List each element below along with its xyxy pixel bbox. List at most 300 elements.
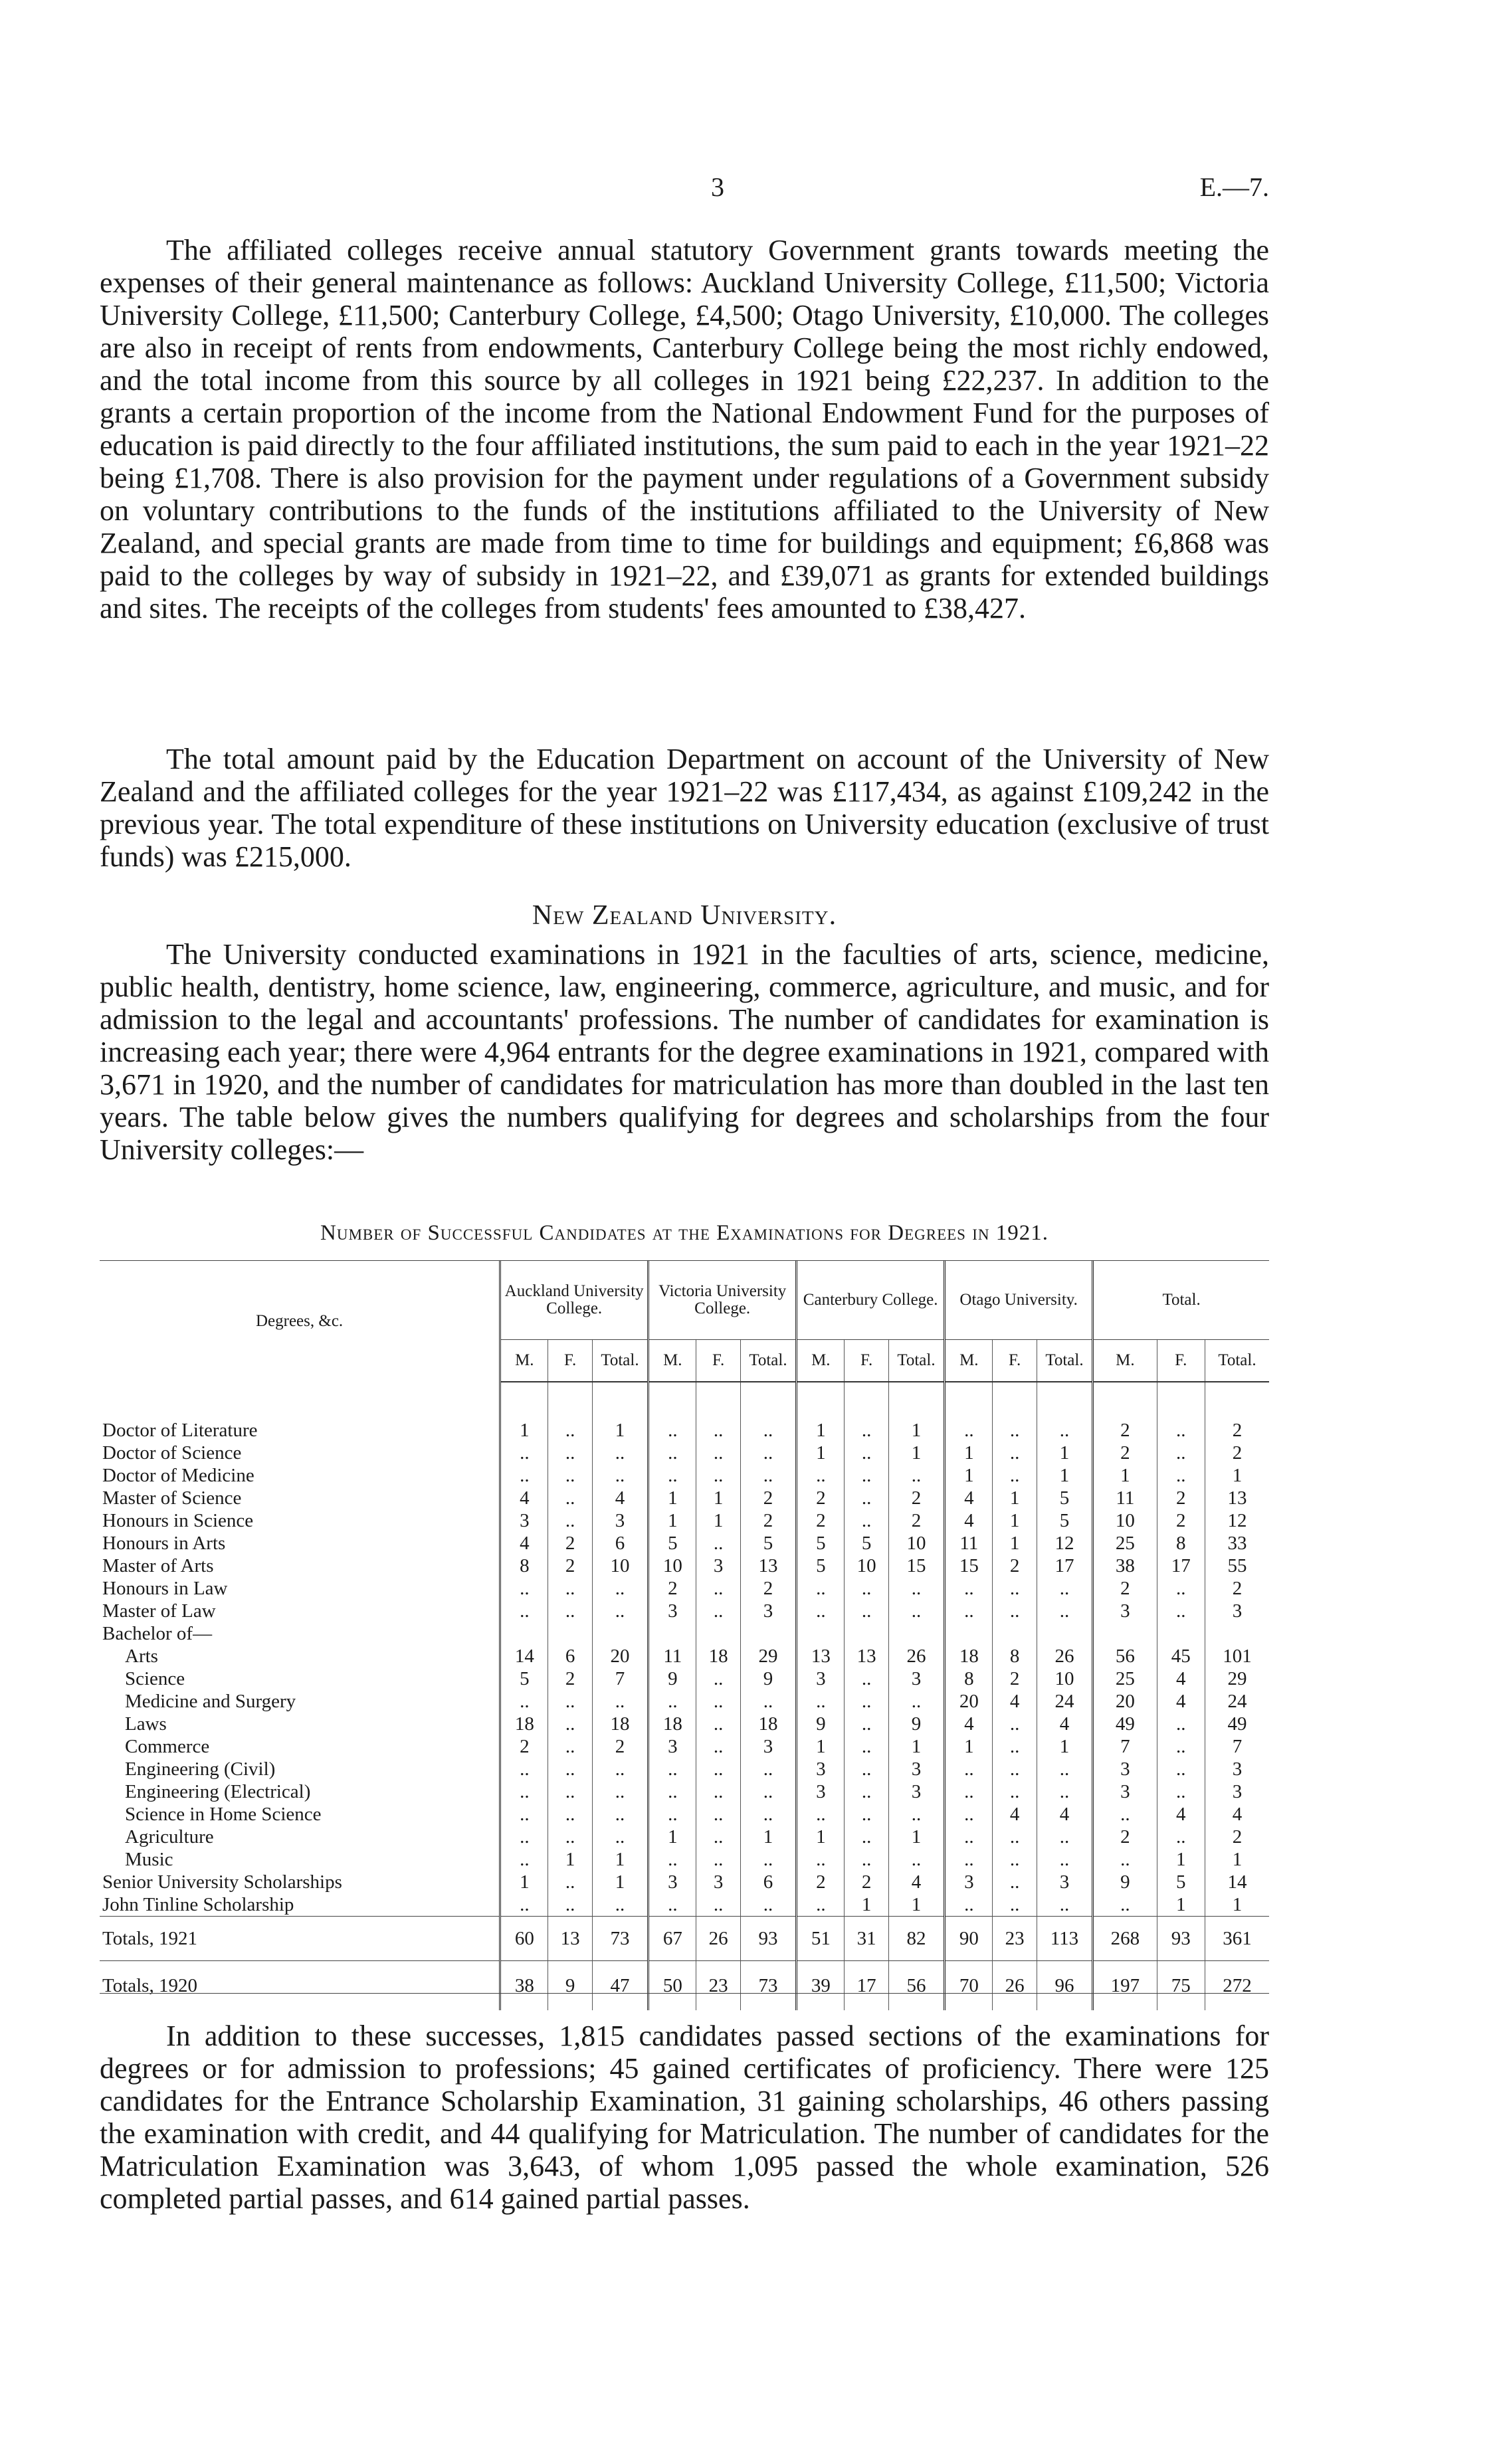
group-header: Canterbury College. bbox=[797, 1261, 945, 1340]
table-cell: 2 bbox=[548, 1532, 592, 1555]
table-cell: .. bbox=[548, 1464, 592, 1487]
paragraph-text: The University conducted examinations in 1921 in the faculties of arts, science, medicine, public health, dentistry, home science, law, engineering, commerce, agriculture, and music, and for admission to the legal and accountants' professions. The number of candidates for examination is increasing each year; there were 4,964 entrants for the degree examinations in 1921, compared with 3,671 in 1920, and the number of candidates for matriculation has more than doubled in the last ten years. The table below gives the numbers qualifying for degrees and scholarships from the four University colleges:— bbox=[100, 938, 1269, 1166]
table-cell: 18 bbox=[740, 1713, 796, 1735]
table-cell: 1 bbox=[1157, 1848, 1205, 1871]
table-cell: 55 bbox=[1205, 1555, 1269, 1577]
table-cell: .. bbox=[696, 1532, 740, 1555]
table-cell: 4 bbox=[945, 1713, 993, 1735]
table-cell: 2 bbox=[888, 1487, 944, 1509]
table-cell: .. bbox=[945, 1780, 993, 1803]
table-cell bbox=[548, 1622, 592, 1645]
paragraph-text: The total amount paid by the Education Department on account of the University of New Zealand and the affiliated colleges for the year 1921–22 was £117,434, as against £109,242 in the previous year. The total expenditure of these institutions on University education (exclusive of trust funds) was £215,000. bbox=[100, 743, 1269, 873]
table-cell: 7 bbox=[1205, 1735, 1269, 1758]
table-cell: .. bbox=[500, 1577, 548, 1600]
table-cell: 272 bbox=[1205, 1961, 1269, 2011]
table-cell: 1 bbox=[592, 1871, 648, 1893]
table-cell: 2 bbox=[797, 1487, 845, 1509]
row-label: Arts bbox=[125, 1646, 158, 1667]
table-cell: .. bbox=[500, 1758, 548, 1780]
table-cell: 1 bbox=[592, 1382, 648, 1442]
table-cell: .. bbox=[548, 1780, 592, 1803]
table-cell: 4 bbox=[1157, 1667, 1205, 1690]
table-cell: 3 bbox=[945, 1871, 993, 1893]
table-cell: .. bbox=[797, 1690, 845, 1713]
table-cell: .. bbox=[993, 1577, 1037, 1600]
table-cell: 5 bbox=[740, 1532, 796, 1555]
table-cell: 7 bbox=[1093, 1735, 1157, 1758]
table-cell: 1 bbox=[1205, 1848, 1269, 1871]
table-cell bbox=[1205, 1622, 1269, 1645]
table-cell: .. bbox=[888, 1690, 944, 1713]
table-cell: 2 bbox=[1157, 1487, 1205, 1509]
table-cell: 4 bbox=[1157, 1803, 1205, 1826]
table-cell: .. bbox=[500, 1803, 548, 1826]
table-cell: .. bbox=[845, 1758, 888, 1780]
table-cell: 26 bbox=[888, 1645, 944, 1667]
table-cell: 20 bbox=[1093, 1690, 1157, 1713]
table-cell: 3 bbox=[1205, 1780, 1269, 1803]
table-cell: 67 bbox=[649, 1917, 696, 1961]
sub-header: M. bbox=[797, 1340, 845, 1382]
table-cell: 23 bbox=[696, 1961, 740, 2011]
sub-header: F. bbox=[1157, 1340, 1205, 1382]
sub-header: F. bbox=[696, 1340, 740, 1382]
table-cell: 2 bbox=[797, 1871, 845, 1893]
table-cell: 1 bbox=[1037, 1735, 1092, 1758]
table-cell: 1 bbox=[500, 1871, 548, 1893]
table-cell: .. bbox=[696, 1577, 740, 1600]
table-cell: .. bbox=[592, 1464, 648, 1487]
table-cell: .. bbox=[993, 1893, 1037, 1917]
table-cell: 18 bbox=[592, 1713, 648, 1735]
table-cell: 10 bbox=[592, 1555, 648, 1577]
table-cell: .. bbox=[500, 1780, 548, 1803]
table-cell: 18 bbox=[500, 1713, 548, 1735]
table-cell: 33 bbox=[1205, 1532, 1269, 1555]
sub-header: F. bbox=[548, 1340, 592, 1382]
table-cell: .. bbox=[696, 1713, 740, 1735]
table-cell: 3 bbox=[649, 1735, 696, 1758]
table-cell: .. bbox=[548, 1382, 592, 1442]
table-cell: 2 bbox=[1093, 1826, 1157, 1848]
table-cell: .. bbox=[888, 1577, 944, 1600]
table-cell: .. bbox=[993, 1758, 1037, 1780]
row-label: Master of Law bbox=[102, 1600, 216, 1622]
table-cell: 1 bbox=[649, 1487, 696, 1509]
table-cell: .. bbox=[993, 1464, 1037, 1487]
table-cell: .. bbox=[592, 1803, 648, 1826]
table-cell: .. bbox=[696, 1442, 740, 1464]
table-cell bbox=[500, 1622, 548, 1645]
table-cell: 96 bbox=[1037, 1961, 1092, 2011]
table-cell: .. bbox=[945, 1893, 993, 1917]
table-cell: .. bbox=[1093, 1803, 1157, 1826]
table-cell: 2 bbox=[993, 1555, 1037, 1577]
table-cell: 4 bbox=[1037, 1803, 1092, 1826]
table-row bbox=[100, 1690, 1269, 1713]
sub-header: Total. bbox=[592, 1340, 648, 1382]
table-cell: .. bbox=[1037, 1780, 1092, 1803]
table-cell: 1 bbox=[945, 1735, 993, 1758]
document-reference: E.—7. bbox=[1199, 172, 1269, 202]
sub-header: Total. bbox=[888, 1340, 944, 1382]
table-row bbox=[100, 1826, 1269, 1848]
row-label: Master of Science bbox=[102, 1487, 242, 1509]
table-cell: 3 bbox=[1093, 1600, 1157, 1622]
table-cell: .. bbox=[1157, 1780, 1205, 1803]
table-cell: 13 bbox=[548, 1917, 592, 1961]
table-cell: .. bbox=[548, 1893, 592, 1917]
row-label: Commerce bbox=[125, 1736, 210, 1757]
table-cell: .. bbox=[945, 1803, 993, 1826]
table-cell: .. bbox=[845, 1464, 888, 1487]
table-cell: 51 bbox=[797, 1917, 845, 1961]
table-cell: .. bbox=[1037, 1600, 1092, 1622]
row-label: Totals, 1920 bbox=[100, 1961, 500, 2011]
table-cell: 18 bbox=[649, 1713, 696, 1735]
table-cell: .. bbox=[696, 1667, 740, 1690]
table-cell: 93 bbox=[740, 1917, 796, 1961]
table-cell: .. bbox=[649, 1690, 696, 1713]
table-cell: .. bbox=[797, 1848, 845, 1871]
table-cell: .. bbox=[993, 1442, 1037, 1464]
table-cell: 7 bbox=[592, 1667, 648, 1690]
table-cell: .. bbox=[845, 1713, 888, 1735]
table-cell: 1 bbox=[740, 1826, 796, 1848]
table-row bbox=[100, 1848, 1269, 1871]
table-cell: .. bbox=[592, 1826, 648, 1848]
table-cell: .. bbox=[592, 1690, 648, 1713]
table-cell: .. bbox=[500, 1690, 548, 1713]
table-cell: 3 bbox=[740, 1600, 796, 1622]
table-cell: 2 bbox=[797, 1509, 845, 1532]
table-cell: 1 bbox=[888, 1826, 944, 1848]
table-cell: 4 bbox=[945, 1509, 993, 1532]
row-label: Agriculture bbox=[125, 1826, 214, 1848]
table-cell: 8 bbox=[1157, 1532, 1205, 1555]
table-cell: .. bbox=[1157, 1735, 1205, 1758]
table-cell: .. bbox=[649, 1758, 696, 1780]
table-cell: .. bbox=[548, 1487, 592, 1509]
table-cell: 2 bbox=[500, 1735, 548, 1758]
table-cell: 2 bbox=[845, 1871, 888, 1893]
table-cell: 2 bbox=[1093, 1382, 1157, 1442]
table-cell: 1 bbox=[993, 1487, 1037, 1509]
table-cell: 5 bbox=[797, 1532, 845, 1555]
table-cell: .. bbox=[888, 1848, 944, 1871]
table-head bbox=[100, 1261, 1269, 1382]
table-cell: 26 bbox=[696, 1917, 740, 1961]
table-row bbox=[100, 1600, 1269, 1622]
table-cell: .. bbox=[696, 1848, 740, 1871]
table-cell: 3 bbox=[592, 1509, 648, 1532]
table-row bbox=[100, 1622, 1269, 1645]
table-cell: 75 bbox=[1157, 1961, 1205, 2011]
table-cell: .. bbox=[845, 1600, 888, 1622]
table-cell: .. bbox=[888, 1464, 944, 1487]
table-cell: 3 bbox=[740, 1735, 796, 1758]
table-cell: .. bbox=[1157, 1826, 1205, 1848]
row-label: Senior University Scholarships bbox=[102, 1871, 342, 1893]
table-cell: .. bbox=[797, 1893, 845, 1917]
row-label: Honours in Arts bbox=[102, 1533, 226, 1554]
degrees-table bbox=[100, 1261, 1269, 2010]
table-cell: 3 bbox=[888, 1758, 944, 1780]
table-cell: 9 bbox=[1093, 1871, 1157, 1893]
table-cell: 1 bbox=[696, 1509, 740, 1532]
table-cell: .. bbox=[592, 1600, 648, 1622]
table-cell: 3 bbox=[797, 1780, 845, 1803]
table-cell: 3 bbox=[649, 1871, 696, 1893]
table-cell: 2 bbox=[740, 1509, 796, 1532]
table-cell bbox=[696, 1622, 740, 1645]
table-cell: 4 bbox=[592, 1487, 648, 1509]
paragraph-text: The affiliated colleges receive annual statutory Government grants towards meeting the expenses of their general maintenance as follows: Auckland University College, £11,500; Victoria University College, £11,500; Canterbury College, £4,500; Otago University, £10,000. The colleges are also in receipt of rents from endowments, Canterbury College being the most richly endowed, and the total income from this source by all colleges in 1921 being £22,237. In addition to the grants a certain proportion of the income from the National Endowment Fund for the purposes of education is paid directly to the four affiliated institutions, the sum paid to each in the year 1921–22 being £1,708. There is also provision for the payment under regulations of a Government subsidy on voluntary contributions to the funds of the institutions affiliated to the University of New Zealand, and special grants are made from time to time for buildings and equipment; £6,868 was paid to the colleges by way of subsidy in 1921–22, and £39,071 as grants for extended buildings and sites. The receipts of the colleges from students' fees amounted to £38,427. bbox=[100, 234, 1269, 624]
table-cell: 1 bbox=[1037, 1442, 1092, 1464]
table-cell: 9 bbox=[797, 1713, 845, 1735]
table-cell: 4 bbox=[945, 1487, 993, 1509]
table-cell: .. bbox=[1037, 1826, 1092, 1848]
degrees-table-wrapper bbox=[100, 1261, 1269, 2010]
table-cell: 4 bbox=[993, 1690, 1037, 1713]
table-cell bbox=[1157, 1622, 1205, 1645]
table-cell: .. bbox=[649, 1382, 696, 1442]
table-cell: 5 bbox=[1157, 1871, 1205, 1893]
table-cell: .. bbox=[993, 1600, 1037, 1622]
table-cell: 1 bbox=[500, 1382, 548, 1442]
table-cell: .. bbox=[1037, 1758, 1092, 1780]
table-cell: .. bbox=[500, 1464, 548, 1487]
row-header: Degrees, &c. bbox=[255, 1312, 344, 1330]
table-cell: .. bbox=[1157, 1382, 1205, 1442]
table-cell: 5 bbox=[797, 1555, 845, 1577]
table-cell: .. bbox=[548, 1758, 592, 1780]
table-cell: .. bbox=[592, 1577, 648, 1600]
table-cell bbox=[945, 1622, 993, 1645]
table-cell: 31 bbox=[845, 1917, 888, 1961]
table-cell: .. bbox=[740, 1464, 796, 1487]
row-label: Totals, 1921 bbox=[100, 1917, 500, 1961]
table-cell: 73 bbox=[592, 1917, 648, 1961]
row-label: Music bbox=[125, 1849, 173, 1870]
table-cell: 1 bbox=[888, 1735, 944, 1758]
table-cell: .. bbox=[500, 1848, 548, 1871]
table-cell: 2 bbox=[1093, 1577, 1157, 1600]
table-cell: .. bbox=[696, 1758, 740, 1780]
table-cell: 1 bbox=[945, 1464, 993, 1487]
table-cell: 38 bbox=[1093, 1555, 1157, 1577]
table-cell: .. bbox=[797, 1600, 845, 1622]
table-cell: .. bbox=[1037, 1848, 1092, 1871]
table-row bbox=[100, 1758, 1269, 1780]
table-cell: 18 bbox=[696, 1645, 740, 1667]
table-cell: 4 bbox=[1157, 1690, 1205, 1713]
table-cell: 9 bbox=[888, 1713, 944, 1735]
table-row bbox=[100, 1555, 1269, 1577]
table-cell: 90 bbox=[945, 1917, 993, 1961]
table-cell: .. bbox=[945, 1600, 993, 1622]
table-cell: 1 bbox=[1157, 1893, 1205, 1917]
table-cell: 5 bbox=[845, 1532, 888, 1555]
table-cell: .. bbox=[696, 1382, 740, 1442]
row-label: John Tinline Scholarship bbox=[102, 1894, 294, 1915]
table-cell: .. bbox=[548, 1871, 592, 1893]
table-cell: 3 bbox=[888, 1667, 944, 1690]
sub-header: Total. bbox=[1205, 1340, 1269, 1382]
table-cell: .. bbox=[845, 1735, 888, 1758]
table-cell: 3 bbox=[500, 1509, 548, 1532]
table-cell: 12 bbox=[1037, 1532, 1092, 1555]
group-header: Victoria University College. bbox=[649, 1261, 797, 1340]
table-cell: .. bbox=[845, 1487, 888, 1509]
table-cell: 60 bbox=[500, 1917, 548, 1961]
table-cell: .. bbox=[548, 1735, 592, 1758]
section-heading: New Zealand University. bbox=[532, 900, 837, 931]
row-label: Engineering (Civil) bbox=[125, 1758, 276, 1780]
table-cell: 113 bbox=[1037, 1917, 1092, 1961]
table-cell: 13 bbox=[797, 1645, 845, 1667]
table-cell: 4 bbox=[1205, 1803, 1269, 1826]
page-number: 3 bbox=[711, 172, 724, 202]
table-cell: .. bbox=[649, 1803, 696, 1826]
table-cell: 6 bbox=[592, 1532, 648, 1555]
table-cell: .. bbox=[500, 1893, 548, 1917]
table-cell: 3 bbox=[1037, 1871, 1092, 1893]
table-cell: .. bbox=[945, 1826, 993, 1848]
table-cell: 3 bbox=[1093, 1780, 1157, 1803]
table-cell: .. bbox=[548, 1577, 592, 1600]
table-cell: 2 bbox=[592, 1735, 648, 1758]
table-cell: 10 bbox=[1093, 1509, 1157, 1532]
table-cell: .. bbox=[845, 1667, 888, 1690]
group-header: Auckland University College. bbox=[500, 1261, 649, 1340]
table-cell: .. bbox=[548, 1509, 592, 1532]
table-cell: 6 bbox=[548, 1645, 592, 1667]
table-cell: .. bbox=[1037, 1893, 1092, 1917]
table-cell: .. bbox=[548, 1826, 592, 1848]
table-cell: .. bbox=[888, 1803, 944, 1826]
table-cell: 13 bbox=[1205, 1487, 1269, 1509]
table-cell: 17 bbox=[1157, 1555, 1205, 1577]
group-header: Otago University. bbox=[945, 1261, 1093, 1340]
table-cell: .. bbox=[500, 1442, 548, 1464]
table-cell bbox=[1037, 1622, 1092, 1645]
table-cell: 24 bbox=[1205, 1690, 1269, 1713]
row-label: Medicine and Surgery bbox=[125, 1691, 296, 1712]
table-cell: .. bbox=[696, 1803, 740, 1826]
table-cell: 2 bbox=[1205, 1826, 1269, 1848]
table-cell: .. bbox=[592, 1780, 648, 1803]
table-cell: 1 bbox=[1205, 1464, 1269, 1487]
table-cell: .. bbox=[1157, 1577, 1205, 1600]
table-cell: .. bbox=[500, 1826, 548, 1848]
table-cell: 1 bbox=[993, 1509, 1037, 1532]
table-cell: 20 bbox=[945, 1690, 993, 1713]
table-cell: .. bbox=[888, 1600, 944, 1622]
table-cell: .. bbox=[845, 1382, 888, 1442]
table-cell: 14 bbox=[500, 1645, 548, 1667]
table-cell: 11 bbox=[1093, 1487, 1157, 1509]
table-row bbox=[100, 1917, 1269, 1961]
table-cell: 2 bbox=[548, 1555, 592, 1577]
table-cell: .. bbox=[548, 1803, 592, 1826]
table-cell: .. bbox=[993, 1713, 1037, 1735]
table-cell: 8 bbox=[945, 1667, 993, 1690]
table-body bbox=[100, 1382, 1269, 2010]
table-cell bbox=[592, 1622, 648, 1645]
table-cell: .. bbox=[500, 1600, 548, 1622]
table-cell: 3 bbox=[797, 1758, 845, 1780]
table-cell: 2 bbox=[993, 1667, 1037, 1690]
table-cell: .. bbox=[1157, 1713, 1205, 1735]
table-cell: 49 bbox=[1093, 1713, 1157, 1735]
table-cell: .. bbox=[1157, 1758, 1205, 1780]
table-cell: .. bbox=[845, 1442, 888, 1464]
table-cell: .. bbox=[845, 1803, 888, 1826]
table-cell: 25 bbox=[1093, 1667, 1157, 1690]
table-cell: 1 bbox=[797, 1826, 845, 1848]
table-cell: 1 bbox=[592, 1848, 648, 1871]
table-cell: 2 bbox=[740, 1577, 796, 1600]
row-label: Honours in Science bbox=[102, 1510, 254, 1531]
table-cell: .. bbox=[548, 1690, 592, 1713]
table-cell: .. bbox=[1093, 1848, 1157, 1871]
paragraph-total-amount bbox=[100, 743, 1269, 873]
table-cell: .. bbox=[1157, 1442, 1205, 1464]
table-cell: 2 bbox=[1205, 1382, 1269, 1442]
table-cell: .. bbox=[696, 1826, 740, 1848]
table-row bbox=[100, 1893, 1269, 1917]
table-cell: 25 bbox=[1093, 1532, 1157, 1555]
table-cell: 1 bbox=[888, 1893, 944, 1917]
table-cell: 20 bbox=[592, 1645, 648, 1667]
table-cell: 2 bbox=[1205, 1577, 1269, 1600]
table-cell: 2 bbox=[1157, 1509, 1205, 1532]
table-cell: 10 bbox=[845, 1555, 888, 1577]
table-cell: 29 bbox=[740, 1645, 796, 1667]
table-bottom-rule bbox=[100, 1993, 1269, 1994]
table-cell: .. bbox=[845, 1780, 888, 1803]
table-row bbox=[100, 1780, 1269, 1803]
table-cell: 3 bbox=[1093, 1758, 1157, 1780]
table-cell: .. bbox=[740, 1893, 796, 1917]
table-cell: 45 bbox=[1157, 1645, 1205, 1667]
table-cell: 1 bbox=[548, 1848, 592, 1871]
table-cell: 56 bbox=[1093, 1645, 1157, 1667]
table-cell: .. bbox=[1157, 1600, 1205, 1622]
table-cell bbox=[797, 1622, 845, 1645]
table-cell: .. bbox=[696, 1893, 740, 1917]
table-cell: .. bbox=[548, 1713, 592, 1735]
table-cell: .. bbox=[797, 1577, 845, 1600]
table-cell: 49 bbox=[1205, 1713, 1269, 1735]
table-cell: 17 bbox=[845, 1961, 888, 2011]
table-cell: .. bbox=[740, 1848, 796, 1871]
row-label: Doctor of Literature bbox=[102, 1419, 258, 1441]
table-cell: 26 bbox=[993, 1961, 1037, 2011]
table-cell bbox=[888, 1622, 944, 1645]
table-cell: 197 bbox=[1093, 1961, 1157, 2011]
table-row bbox=[100, 1713, 1269, 1735]
table-cell: .. bbox=[649, 1893, 696, 1917]
paragraph-additional-successes bbox=[100, 2020, 1269, 2215]
table-cell: 56 bbox=[888, 1961, 944, 2011]
group-header: Total. bbox=[1093, 1261, 1269, 1340]
table-cell: .. bbox=[945, 1577, 993, 1600]
table-cell: 10 bbox=[888, 1532, 944, 1555]
table-cell: 4 bbox=[500, 1487, 548, 1509]
table-cell: 1 bbox=[797, 1735, 845, 1758]
